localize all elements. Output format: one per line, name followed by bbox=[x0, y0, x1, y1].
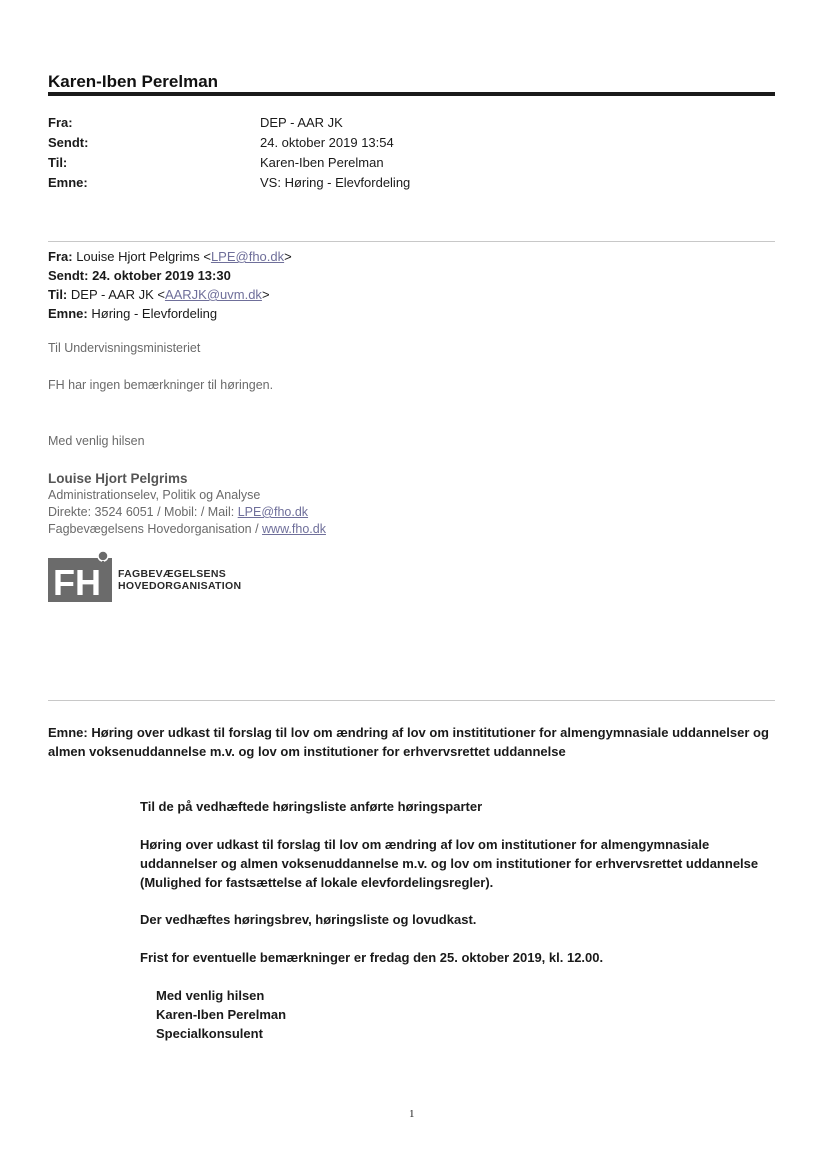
sent-label: Sendt: bbox=[48, 135, 89, 150]
fwd-from-label: Fra: bbox=[48, 249, 73, 264]
fwd-regards: Med venlig hilsen bbox=[48, 434, 145, 448]
signature-email-link[interactable]: LPE@fho.dk bbox=[237, 505, 309, 519]
body-paragraph-1: Til de på vedhæftede høringsliste anførte høringsparter bbox=[140, 799, 483, 814]
original-subject bbox=[48, 723, 778, 761]
fwd-to-name: DEP - AAR JK < bbox=[70, 287, 165, 302]
page-number: 1 bbox=[409, 1108, 415, 1120]
fwd-sent-label: Sendt: bbox=[48, 268, 89, 283]
email-header bbox=[48, 113, 410, 193]
fwd-to-email-link[interactable]: AARJK@uvm.dk bbox=[164, 287, 262, 302]
fwd-to-label: Til: bbox=[48, 287, 68, 302]
header-rule bbox=[48, 92, 775, 96]
signature-website-link[interactable]: www.fho.dk bbox=[262, 522, 326, 536]
closing-regards: Med venlig hilsen bbox=[156, 988, 265, 1003]
signature-name: Louise Hjort Pelgrims bbox=[48, 471, 188, 486]
divider bbox=[48, 700, 775, 701]
fwd-subject-value: Høring - Elevfordeling bbox=[91, 306, 218, 321]
fwd-sent-value: 24. oktober 2019 13:30 bbox=[92, 268, 231, 283]
fh-logo-line1: FAGBEVÆGELSENS bbox=[118, 568, 227, 580]
fwd-from-close: > bbox=[284, 249, 292, 264]
closing-title: Specialkonsulent bbox=[156, 1026, 263, 1041]
original-subject-text: Høring over udkast til forslag til lov om ændring af lov om instititutioner for almengymnasiale uddannelser og almen voksenuddannelse m.v. og lov om institutioner for erhvervsrettet uddannelse bbox=[48, 725, 769, 759]
signature-title: Administrationselev, Politik og Analyse bbox=[48, 488, 261, 502]
female-symbol-icon bbox=[96, 550, 110, 568]
closing-block bbox=[156, 986, 286, 1043]
to-value: Karen-Iben Perelman bbox=[260, 155, 384, 170]
fwd-subject-label: Emne: bbox=[48, 306, 88, 321]
body-paragraph-3: Der vedhæftes høringsbrev, høringsliste og lovudkast. bbox=[140, 912, 477, 927]
fh-logo-text bbox=[118, 568, 241, 592]
sent-value: 24. oktober 2019 13:54 bbox=[260, 135, 394, 150]
closing-name: Karen-Iben Perelman bbox=[156, 1007, 287, 1022]
original-subject-label: Emne: bbox=[48, 725, 88, 740]
signature-org: Fagbevægelsens Hovedorganisation / bbox=[48, 522, 263, 536]
fh-logo-line2: HOVEDORGANISATION bbox=[118, 580, 242, 592]
from-label: Fra: bbox=[48, 115, 73, 130]
from-value: DEP - AAR JK bbox=[260, 115, 343, 130]
to-label: Til: bbox=[48, 155, 68, 170]
divider bbox=[48, 241, 775, 242]
fwd-message: FH har ingen bemærkninger til høringen. bbox=[48, 378, 274, 392]
signature-block bbox=[48, 470, 326, 538]
fwd-to-close: > bbox=[261, 287, 270, 302]
fwd-from-email-link[interactable]: LPE@fho.dk bbox=[210, 249, 285, 264]
subject-label: Emne: bbox=[48, 175, 88, 190]
body-paragraph-4: Frist for eventuelle bemærkninger er fredag den 25. oktober 2019, kl. 12.00. bbox=[140, 950, 604, 965]
body-paragraph-2: Høring over udkast til forslag til lov om ændring af lov om institutioner for almengymnasiale uddannelser og almen voksenuddannelse m.v. og lov om institutioner for erhvervsrettet uddannelse (Mulighed for fastsættelse af lokale elevfordelingsregler). bbox=[140, 837, 759, 890]
fwd-from-name: Louise Hjort Pelgrims < bbox=[76, 249, 211, 264]
fh-letters-graphic bbox=[52, 564, 108, 598]
signature-contact: Direkte: 3524 6051 / Mobil: / Mail: bbox=[48, 505, 238, 519]
fh-logo-mark bbox=[48, 558, 112, 602]
fwd-greeting: Til Undervisningsministeriet bbox=[48, 341, 201, 355]
forwarded-header bbox=[48, 247, 292, 323]
subject-value: VS: Høring - Elevfordeling bbox=[260, 175, 411, 190]
fh-logo bbox=[48, 558, 241, 602]
recipient-name: Karen-Iben Perelman bbox=[48, 72, 219, 91]
fh-letters: FH bbox=[53, 564, 101, 598]
